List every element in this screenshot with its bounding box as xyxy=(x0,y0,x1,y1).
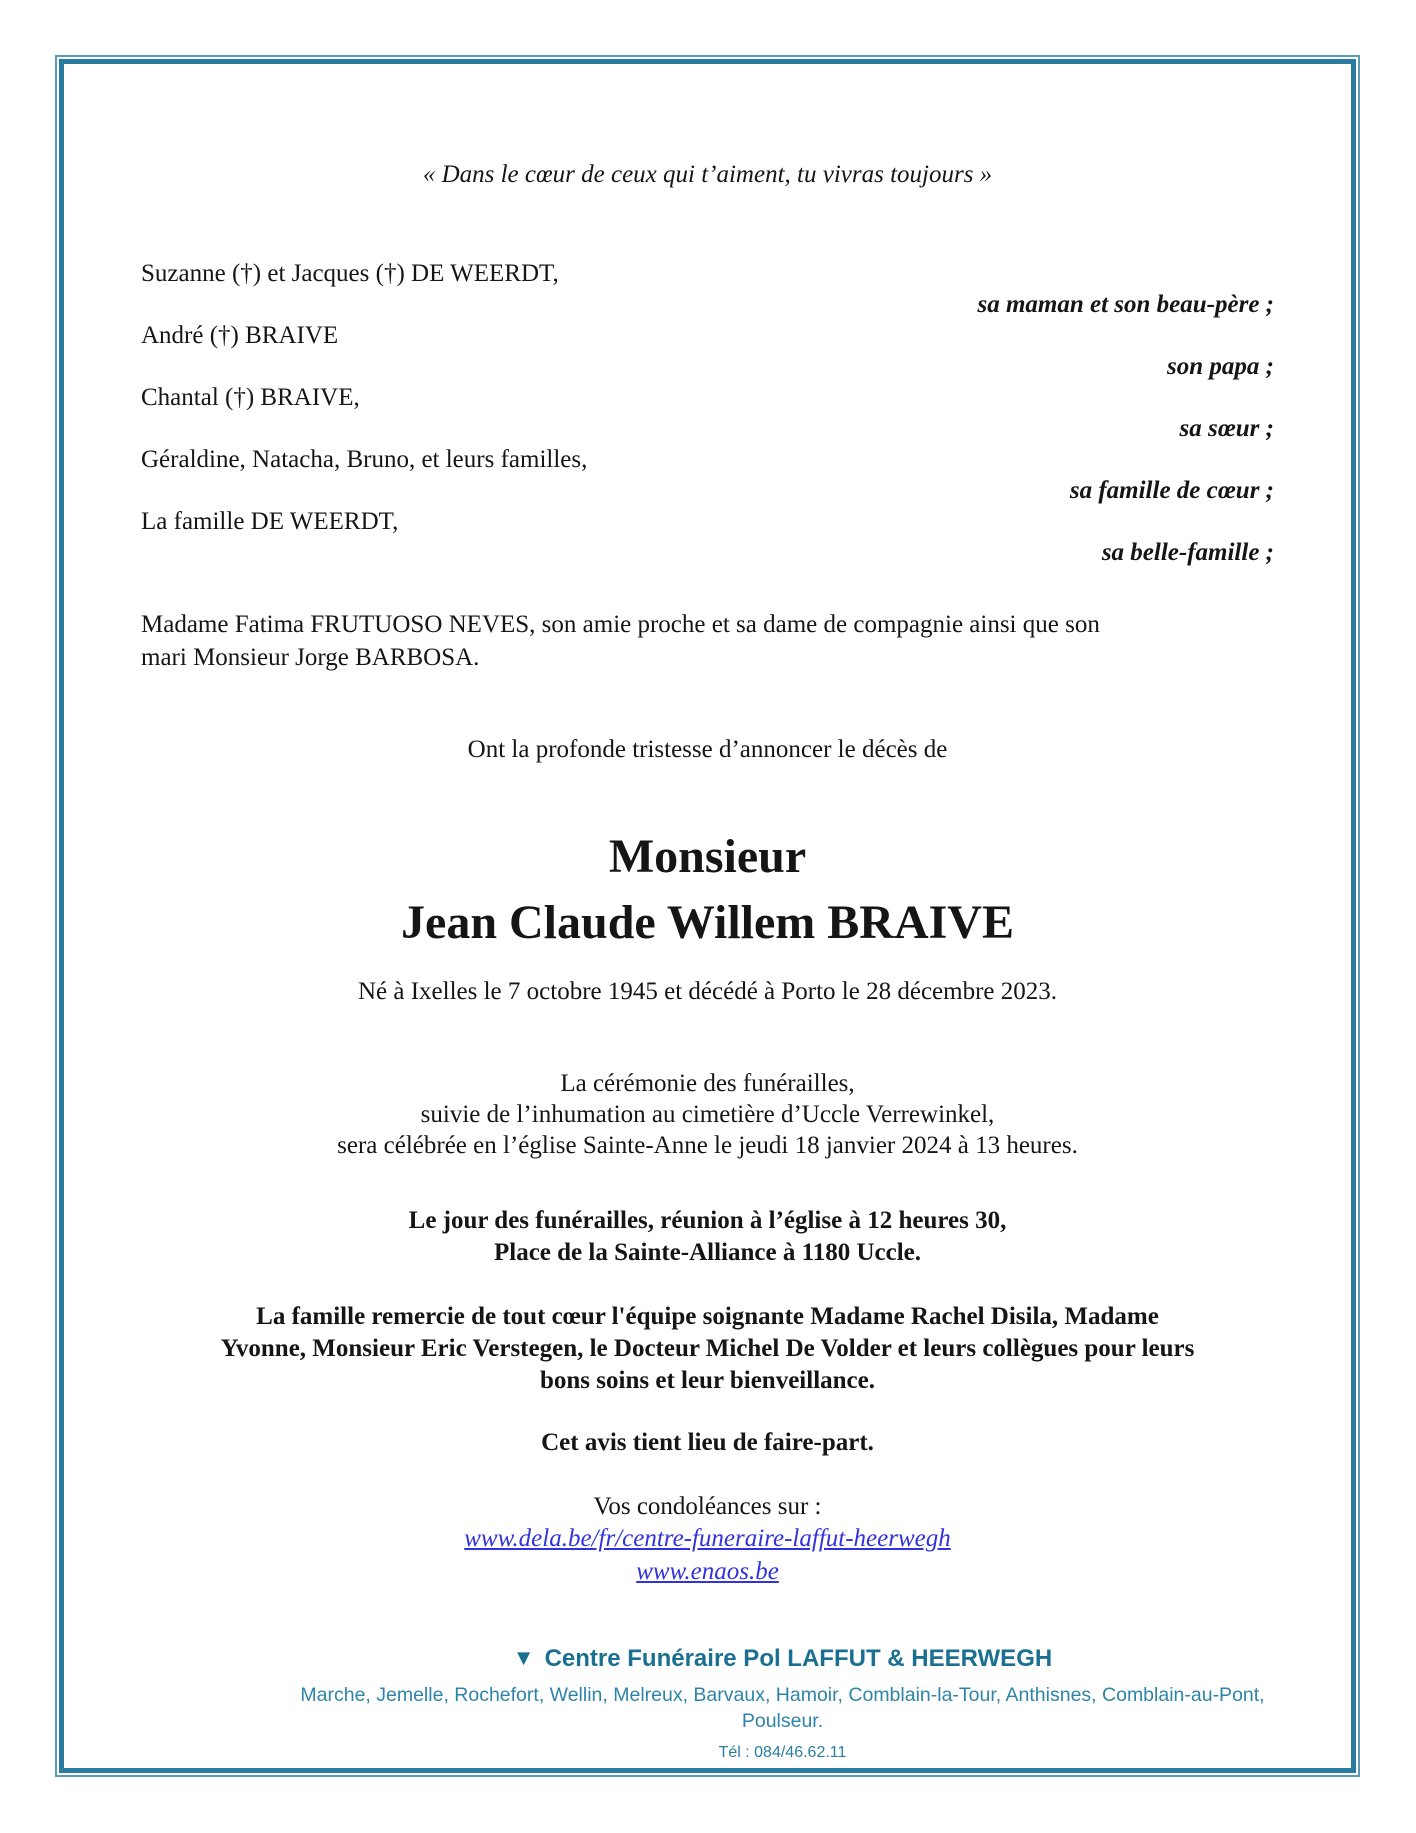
companion-line: Madame Fatima FRUTUOSO NEVES, son amie proche et sa dame de compagnie ainsi que son xyxy=(141,611,1100,638)
ceremony-details xyxy=(141,1068,1274,1161)
thanks-paragraph xyxy=(141,1301,1274,1397)
condolences-section xyxy=(141,1491,1274,1588)
family-list xyxy=(141,258,1274,568)
funeral-home-phone: Tél : 084/46.62.11 xyxy=(718,1744,847,1761)
family-member-relation: sa sœur ; xyxy=(1179,415,1274,442)
family-member-name: Suzanne (†) et Jacques (†) DE WEERDT, xyxy=(141,260,559,287)
family-row xyxy=(141,444,1274,506)
companion-paragraph xyxy=(141,608,1274,674)
memorial-quote: « Dans le cœur de ceux qui t’aiment, tu vivras toujours » xyxy=(422,161,993,188)
notice-line: Cet avis tient lieu de faire-part. xyxy=(541,1429,874,1456)
condolences-label: Vos condoléances sur : xyxy=(593,1493,822,1520)
announcement-line: Ont la profonde tristesse d’annoncer le décès de xyxy=(467,736,948,763)
family-member-relation: son papa ; xyxy=(1167,353,1274,380)
family-row xyxy=(141,320,1274,382)
condolence-link-dela[interactable]: www.dela.be/fr/centre-funeraire-laffut-heerwegh xyxy=(464,1525,951,1552)
deceased-name: Jean Claude Willem BRAIVE xyxy=(401,896,1014,949)
thanks-line: Yvonne, Monsieur Eric Verstegen, le Docteur Michel De Volder et leurs collègues pour leurs xyxy=(220,1335,1195,1362)
family-row xyxy=(141,506,1274,568)
family-member-name: Chantal (†) BRAIVE, xyxy=(141,384,360,411)
deceased-heading xyxy=(141,824,1274,956)
funeral-home-footer xyxy=(291,1642,1274,1764)
condolence-link-enaos[interactable]: www.enaos.be xyxy=(636,1558,779,1585)
triangle-down-icon: ▼ xyxy=(512,1645,535,1670)
thanks-line: La famille remercie de tout cœur l'équipe soignante Madame Rachel Disila, Madame xyxy=(256,1303,1159,1330)
meeting-line: Place de la Sainte-Alliance à 1180 Uccle. xyxy=(493,1239,921,1266)
condolence-links xyxy=(141,1522,1274,1588)
page-content xyxy=(64,64,1351,1768)
family-row xyxy=(141,382,1274,444)
life-dates: Né à Ixelles le 7 octobre 1945 et décédé à Porto le 28 décembre 2023. xyxy=(357,978,1058,1005)
funeral-home-name: Centre Funéraire Pol LAFFUT & HEERWEGH xyxy=(544,1645,1053,1672)
funeral-home-locations: Marche, Jemelle, Rochefort, Wellin, Melreux, Barvaux, Hamoir, Comblain-la-Tour, Anthisnes, Comblain-au-Pont, Poulseur. xyxy=(300,1684,1265,1732)
family-member-relation: sa maman et son beau-père ; xyxy=(977,291,1274,318)
ceremony-line: La cérémonie des funérailles, xyxy=(560,1070,855,1097)
page-border-inner xyxy=(59,59,1356,1773)
ceremony-line: sera célébrée en l’église Sainte-Anne le jeudi 18 janvier 2024 à 13 heures. xyxy=(337,1132,1078,1159)
meeting-details xyxy=(141,1205,1274,1269)
page-border xyxy=(55,55,1360,1777)
deceased-title: Monsieur xyxy=(608,830,807,883)
companion-line: mari Monsieur Jorge BARBOSA. xyxy=(141,644,480,671)
meeting-line: Le jour des funérailles, réunion à l’église à 12 heures 30, xyxy=(408,1207,1007,1234)
family-member-name: André (†) BRAIVE xyxy=(141,322,339,349)
family-row xyxy=(141,258,1274,320)
thanks-line: bons soins et leur bienveillance. xyxy=(540,1367,875,1394)
family-member-relation: sa famille de cœur ; xyxy=(1069,477,1274,504)
family-member-relation: sa belle-famille ; xyxy=(1101,539,1274,566)
family-member-name: Géraldine, Natacha, Bruno, et leurs familles, xyxy=(141,446,588,473)
ceremony-line: suivie de l’inhumation au cimetière d’Uccle Verrewinkel, xyxy=(420,1101,995,1128)
funeral-home-brand xyxy=(291,1642,1274,1676)
family-member-name: La famille DE WEERDT, xyxy=(141,508,399,535)
